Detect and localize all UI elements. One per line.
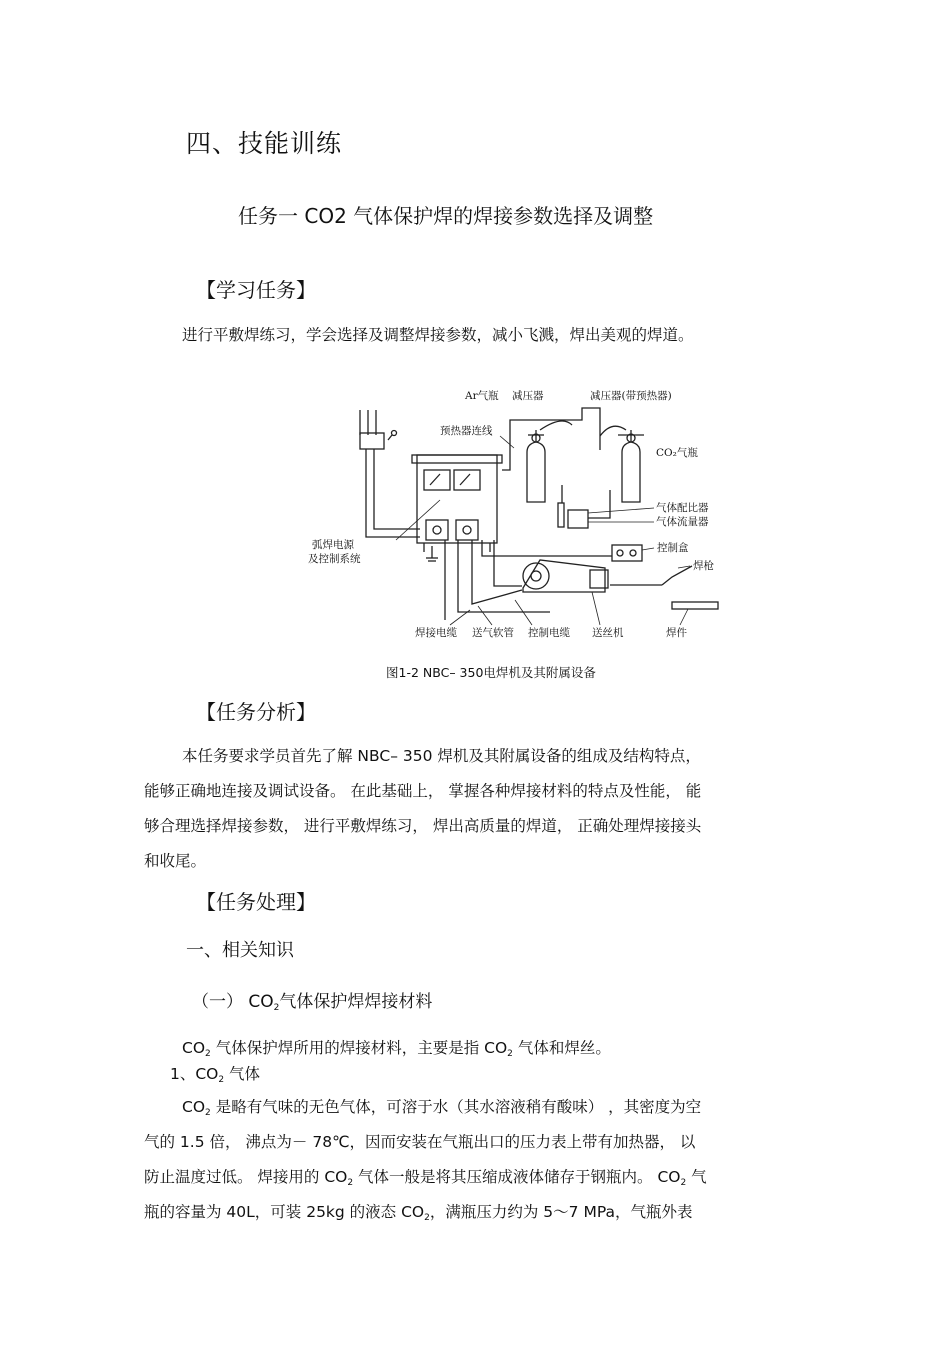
task-processing-heading: 【任务处理】 [196,890,316,914]
task-analysis-line: 和收尾。 [144,852,207,870]
materials-intro: $CO_2$ 气体保护焊所用的焊接材料，主要是指 $CO_2$ 气体和焊丝。 [182,1039,611,1059]
body-line: 气的 1.5 倍， 沸点为－ 78℃，因而安装在气瓶出口的压力表上带有加热器， 以 [144,1133,696,1151]
task-title: 任务一 CO2 气体保护焊的焊接参数选择及调整 [238,204,654,228]
label-co2-bottle: CO₂气瓶 [656,447,698,459]
label-gas-mixer: 气体配比器 [656,502,709,514]
task-analysis-line: 够合理选择焊接参数， 进行平敷焊练习， 焊出高质量的焊道， 正确处理焊接接头 [144,817,702,835]
figure-caption: 图1-2 NBC– 350电焊机及其附属设备 [386,665,596,680]
task-analysis-heading: 【任务分析】 [196,700,316,724]
label-flowmeter: 气体流量器 [656,516,709,528]
label-control-cable: 控制电缆 [528,627,570,639]
label-wire-feeder: 送丝机 [592,627,624,639]
body-line: 防止温度过低。 焊接用的 $CO_2$ 气体一般是将其压缩成液体储存于钢瓶内。 $CO_2$ 气 [144,1168,707,1188]
related-knowledge-heading: 一、相关知识 [186,940,294,961]
materials-heading: （一） $CO_2$气体保护焊焊接材料 [192,992,433,1013]
learning-task-heading: 【学习任务】 [196,278,316,302]
label-torch: 焊枪 [693,560,714,572]
label-power-source: 弧焊电源 [312,539,354,551]
learning-task-text: 进行平敷焊练习，学会选择及调整焊接参数，减小飞溅，焊出美观的焊道。 [182,326,694,344]
label-reducer: 减压器 [512,390,544,402]
body-line: $CO_2$ 是略有气味的无色气体，可溶于水（其水溶液稍有酸味） ，其密度为空 [182,1098,702,1118]
label-heater-wire: 预热器连线 [440,425,493,437]
task-analysis-line: 本任务要求学员首先了解 NBC– 350 焊机及其附属设备的组成及结构特点， [182,747,701,765]
label-gas-hose: 送气软管 [472,627,514,639]
label-weld-cable: 焊接电缆 [415,627,457,639]
label-control-system: 及控制系统 [308,553,361,565]
label-workpiece: 焊件 [666,627,687,639]
section-heading: 四、技能训练 [186,129,343,158]
task-analysis-line: 能够正确地连接及调试设备。 在此基础上， 掌握各种焊接材料的特点及性能， 能 [144,782,702,800]
welding-equipment-diagram [300,380,720,645]
label-ar-bottle: Ar气瓶 [465,390,499,402]
label-reducer-heater: 减压器(带预热器) [590,390,672,402]
body-line: 瓶的容量为 40L，可装 25kg 的液态 $CO_2$，满瓶压力约为 5～7 MPa，气瓶外表 [144,1203,693,1223]
item-co2-gas: 1、$CO_2$ 气体 [170,1065,261,1085]
label-control-box: 控制盒 [657,542,689,554]
